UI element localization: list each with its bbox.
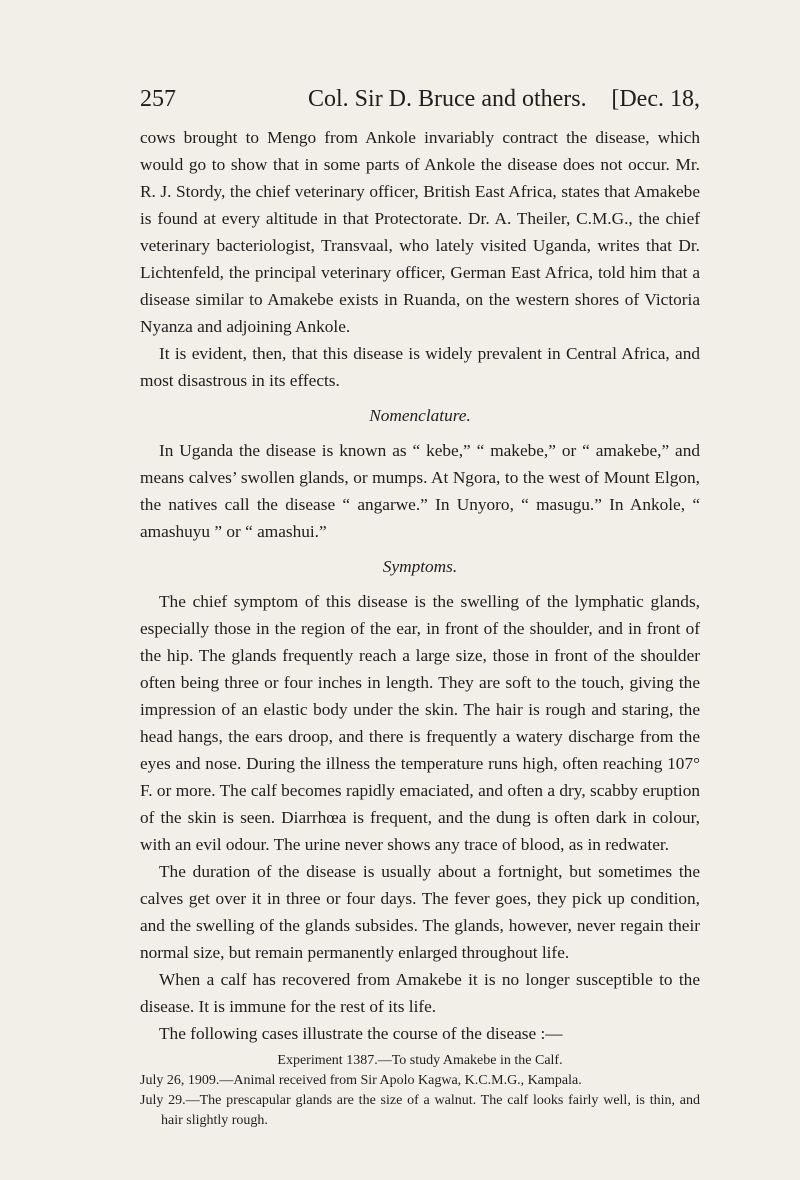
section-heading-nomenclature: Nomenclature. bbox=[369, 406, 471, 425]
experiment-title: Experiment 1387.—To study Amakebe in the Calf. bbox=[277, 1053, 563, 1068]
header-date: [Dec. 18, bbox=[611, 86, 700, 112]
paragraph: The following cases illustrate the course of the disease :— bbox=[159, 1024, 563, 1043]
paragraph: cows brought to Mengo from Ankole invariably contract the disease, which would go to show that in some parts of Ankole the disease does not occur. Mr. R. J. Stordy, the chief veterinary officer, British East Africa, states that Amakebe is found at every altitude in that Protectorate. Dr. A. Theiler, C.M.G., the chief veterinary bacteriologist, Transvaal, who lately visited Uganda, writes that Dr. Lichtenfeld, the principal veterinary officer, German East Africa, told him that a disease similar to Amakebe exists in Ruanda, on the western shores of Victoria Nyanza and adjoining Ankole. bbox=[140, 128, 700, 336]
section-heading-symptoms: Symptoms. bbox=[382, 557, 458, 576]
page-number: 257 bbox=[140, 86, 176, 112]
experiment-entry: July 29.—The prescapular glands are the size of a walnut. The calf looks fairly well, is thin, and hair slightly rough. bbox=[140, 1093, 700, 1128]
paragraph: It is evident, then, that this disease is widely prevalent in Central Africa, and most disastrous in its effects. bbox=[140, 344, 700, 390]
page-header bbox=[140, 86, 700, 122]
paragraph: When a calf has recovered from Amakebe it is no longer susceptible to the disease. It is immune for the rest of its life. bbox=[140, 970, 700, 1016]
running-title: Col. Sir D. Bruce and others. bbox=[308, 86, 587, 112]
page-body bbox=[140, 124, 700, 1131]
paragraph: In Uganda the disease is known as “ kebe,” “ makebe,” or “ amakebe,” and means calves’ swollen glands, or mumps. At Ngora, to the west of Mount Elgon, the natives call the disease “ angarwe.” In Unyoro, “ masugu.” In Ankole, “ amashuyu ” or “ amashui.” bbox=[140, 441, 700, 541]
paragraph: The chief symptom of this disease is the swelling of the lymphatic glands, especially those in the region of the ear, in front of the shoulder, and in front of the hip. The glands frequently reach a large size, those in front of the shoulder often being three or four inches in length. They are soft to the touch, giving the impression of an elastic body under the skin. The hair is rough and staring, the head hangs, the ears droop, and there is frequently a watery discharge from the eyes and nose. During the illness the temperature runs high, often reaching 107° F. or more. The calf becomes rapidly emaciated, and often a dry, scabby eruption of the skin is seen. Diarrhœa is frequent, and the dung is often dark in colour, with an evil odour. The urine never shows any trace of blood, as in redwater. bbox=[140, 592, 700, 854]
experiment-block bbox=[140, 1051, 700, 1131]
paragraph: The duration of the disease is usually about a fortnight, but sometimes the calves get over it in three or four days. The fever goes, they pick up condition, and the swelling of the glands subsides. The glands, however, never regain their normal size, but remain permanently enlarged throughout life. bbox=[140, 862, 700, 962]
experiment-entry: July 26, 1909.—Animal received from Sir Apolo Kagwa, K.C.M.G., Kampala. bbox=[140, 1073, 582, 1088]
